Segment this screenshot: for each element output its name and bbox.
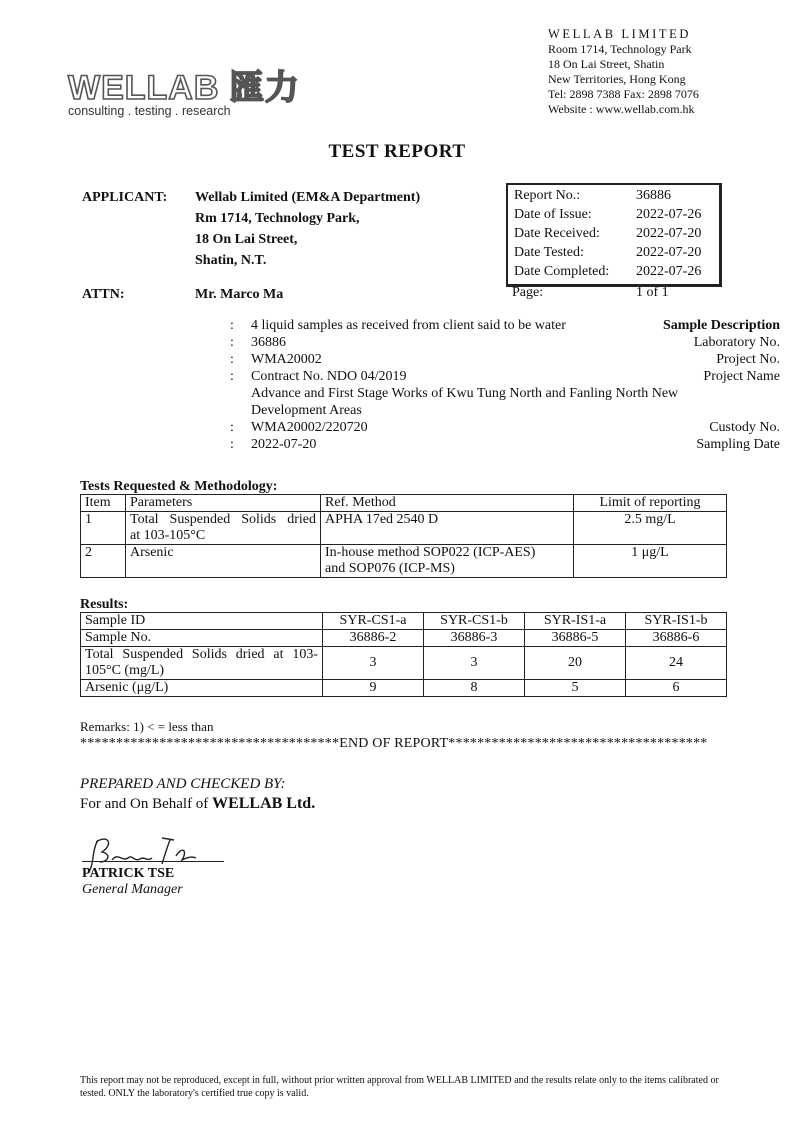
end-of-report-line: ************************************END OF REPORT************************************ xyxy=(80,736,708,751)
applicant-line: Wellab Limited (EM&A Department) xyxy=(195,190,421,205)
document-title: TEST REPORT xyxy=(328,141,466,162)
page-label: Page: xyxy=(512,285,544,300)
method-cell xyxy=(321,545,574,578)
tss-value-cell: 24 xyxy=(626,647,727,680)
date-of-issue-label: Date of Issue: xyxy=(514,207,592,222)
company-address-block xyxy=(548,27,699,117)
applicant-line: 18 On Lai Street, xyxy=(195,232,298,247)
custody-no-label: Custody No. xyxy=(709,420,780,435)
project-name-continuation xyxy=(80,386,780,403)
project-name-value-line3: Development Areas xyxy=(251,403,362,418)
limit-cell: 2.5 mg/L xyxy=(574,512,727,545)
sample-no-cell: 36886-6 xyxy=(626,630,727,647)
colon: : xyxy=(230,369,234,384)
project-name-row xyxy=(80,369,780,386)
parameter-cell xyxy=(126,512,321,545)
date-tested-label: Date Tested: xyxy=(514,245,584,260)
column-header: Ref. Method xyxy=(321,495,574,512)
report-info-box xyxy=(506,183,722,287)
date-received-label: Date Received: xyxy=(514,226,600,241)
row-label-text: 105°C (mg/L) xyxy=(85,663,165,678)
table-header-row xyxy=(81,495,727,512)
on-behalf-company: WELLAB Ltd. xyxy=(212,795,316,812)
report-no-value: 36886 xyxy=(636,188,671,203)
project-no-value: WMA20002 xyxy=(251,352,322,367)
signatory-name: PATRICK TSE xyxy=(82,866,175,881)
address-line: Room 1714, Technology Park xyxy=(548,42,692,56)
page-value: 1 of 1 xyxy=(636,285,669,300)
laboratory-no-value: 36886 xyxy=(251,335,286,350)
sample-id-cell: SYR-IS1-a xyxy=(525,613,626,630)
address-line: Website : www.wellab.com.hk xyxy=(548,102,695,116)
logo-tagline: consulting . testing . research xyxy=(68,104,231,118)
on-behalf-prefix: For and On Behalf of xyxy=(80,796,213,812)
project-name-label: Project Name xyxy=(703,369,780,384)
address-line: New Territories, Hong Kong xyxy=(548,72,686,86)
tests-heading: Tests Requested & Methodology: xyxy=(80,479,278,494)
tss-value-cell: 3 xyxy=(424,647,525,680)
item-cell: 1 xyxy=(81,512,126,545)
parameter-text: at 103-105°C xyxy=(130,528,206,543)
method-cell: APHA 17ed 2540 D xyxy=(321,512,574,545)
laboratory-no-label: Laboratory No. xyxy=(693,335,780,350)
applicant-address xyxy=(195,187,420,271)
arsenic-value-cell: 8 xyxy=(424,680,525,697)
sample-description-value: 4 liquid samples as received from client said to be water xyxy=(251,318,566,333)
parameter-cell: Arsenic xyxy=(126,545,321,578)
method-text: In-house method SOP022 (ICP-AES) xyxy=(325,545,536,560)
item-cell: 2 xyxy=(81,545,126,578)
custody-no-value: WMA20002/220720 xyxy=(251,420,368,435)
page-indicator xyxy=(512,285,669,301)
remarks: Remarks: 1) < = less than xyxy=(80,719,214,734)
address-line: 18 On Lai Street, Shatin xyxy=(548,57,665,71)
column-header: Limit of reporting xyxy=(574,495,727,512)
sample-id-cell: SYR-CS1-b xyxy=(424,613,525,630)
sample-description-row xyxy=(80,318,780,335)
sampling-date-label: Sampling Date xyxy=(696,437,780,452)
limit-cell: 1 μg/L xyxy=(574,545,727,578)
report-no-label: Report No.: xyxy=(514,188,581,203)
project-name-continuation xyxy=(80,403,780,420)
company-logo xyxy=(68,70,300,118)
row-label xyxy=(81,647,323,680)
date-tested-value: 2022-07-20 xyxy=(636,245,702,260)
table-row xyxy=(81,680,727,697)
tss-value-cell: 3 xyxy=(323,647,424,680)
results-heading: Results: xyxy=(80,597,129,612)
table-row xyxy=(81,545,727,578)
project-name-value: Contract No. NDO 04/2019 xyxy=(251,369,407,384)
table-row xyxy=(81,512,727,545)
date-of-issue-value: 2022-07-26 xyxy=(636,207,702,222)
custody-no-row xyxy=(80,420,780,437)
arsenic-value-cell: 6 xyxy=(626,680,727,697)
column-header: Item xyxy=(81,495,126,512)
project-no-label: Project No. xyxy=(716,352,780,367)
company-name: WELLAB LIMITED xyxy=(548,27,691,41)
laboratory-no-row xyxy=(80,335,780,352)
table-row xyxy=(81,630,727,647)
applicant-line: Shatin, N.T. xyxy=(195,253,267,268)
arsenic-value-cell: 9 xyxy=(323,680,424,697)
colon: : xyxy=(230,352,234,367)
sample-description-label: Sample Description xyxy=(662,318,780,333)
logo-wordmark: WELLAB 匯力 xyxy=(68,69,300,107)
sample-id-cell: SYR-IS1-b xyxy=(626,613,727,630)
row-label: Sample No. xyxy=(81,630,323,647)
sample-no-cell: 36886-5 xyxy=(525,630,626,647)
colon: : xyxy=(230,437,234,452)
sampling-date-value: 2022-07-20 xyxy=(251,437,317,452)
prepared-by-label: PREPARED AND CHECKED BY: xyxy=(80,776,286,792)
colon: : xyxy=(230,318,234,333)
date-completed-label: Date Completed: xyxy=(514,264,610,279)
sample-no-cell: 36886-3 xyxy=(424,630,525,647)
colon: : xyxy=(230,335,234,350)
method-text: and SOP076 (ICP-MS) xyxy=(325,561,455,576)
tss-value-cell: 20 xyxy=(525,647,626,680)
table-row xyxy=(81,647,727,680)
column-header: Parameters xyxy=(126,495,321,512)
sampling-date-row xyxy=(80,437,780,454)
applicant-label: APPLICANT: xyxy=(82,190,168,205)
signatory-title: General Manager xyxy=(82,882,183,897)
sample-no-cell: 36886-2 xyxy=(323,630,424,647)
applicant-line: Rm 1714, Technology Park, xyxy=(195,211,360,226)
sample-id-cell: SYR-CS1-a xyxy=(323,613,424,630)
attn-label: ATTN: xyxy=(82,287,125,302)
results-table xyxy=(80,612,727,697)
parameter-text: Total Suspended Solids dried xyxy=(130,512,316,527)
address-line: Tel: 2898 7388 Fax: 2898 7076 xyxy=(548,87,699,101)
tests-table xyxy=(80,494,727,578)
date-received-value: 2022-07-20 xyxy=(636,226,702,241)
attn-value: Mr. Marco Ma xyxy=(195,287,284,302)
colon: : xyxy=(230,420,234,435)
row-label-text: Total Suspended Solids dried at 103- xyxy=(85,647,318,662)
project-no-row xyxy=(80,352,780,369)
date-completed-value: 2022-07-26 xyxy=(636,264,702,279)
table-row xyxy=(81,613,727,630)
row-label: Sample ID xyxy=(81,613,323,630)
footer-disclaimer: This report may not be reproduced, except in full, without prior written approval from WELLAB LIMITED and the results relate only to the items calibrated or tested. ONLY the laboratory's certified true copy is valid. xyxy=(80,1075,719,1099)
arsenic-value-cell: 5 xyxy=(525,680,626,697)
on-behalf-line xyxy=(80,795,315,813)
project-name-value-line2: Advance and First Stage Works of Kwu Tung North and Fanling North New xyxy=(251,386,679,401)
row-label: Arsenic (μg/L) xyxy=(81,680,323,697)
signature-line xyxy=(82,861,224,862)
